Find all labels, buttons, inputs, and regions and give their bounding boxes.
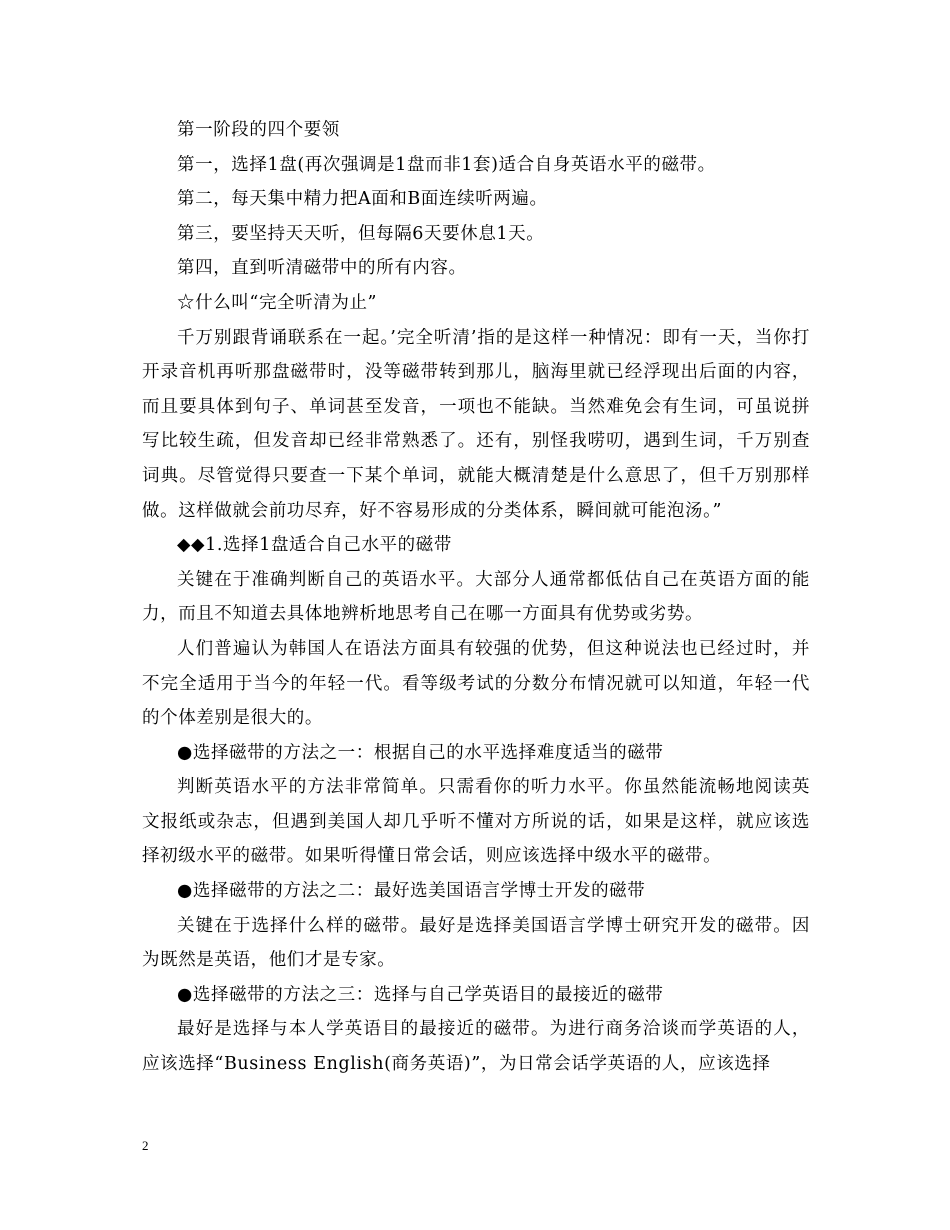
list-item: 第三，要坚持天天听，但每隔6天要休息1天。 bbox=[177, 223, 545, 244]
subheading: ◆◆1.选择1盘适合自己水平的磁带 bbox=[177, 535, 452, 556]
paragraph: 人们普遍认为韩国人在语法方面具有较强的优势，但这种说法也已经过时，并不完全适用于当今的年轻一代。看等级考试的分数分布情况就可以知道，年轻一代的个体差别是很大的。 bbox=[142, 638, 810, 729]
paragraph: 关键在于准确判断自己的英语水平。大部分人通常都低估自己在英语方面的能力，而且不知道去具体地辨析地思考自己在哪一方面具有优势或劣势。 bbox=[142, 569, 810, 625]
paragraph: 千万别跟背诵联系在一起。’完全听清’指的是这样一种情况：即有一天，当你打开录音机再听那盘磁带时，没等磁带转到那儿，脑海里就已经浮现出后面的内容，而且要具体到句子、单词甚至发音，一项也不能缺。当然难免会有生词，可虽说拼写比较生疏，但发音却已经非常熟悉了。还有，别怪我唠叨，遇到生词，千万别查词典。尽管觉得只要查一下某个单词，就能大概清楚是什么意思了，但千万别那样做。这样做就会前功尽弃，好不容易形成的分类体系，瞬间就可能泡汤。” bbox=[142, 327, 810, 521]
paragraph: 最好是选择与本人学英语目的最接近的磁带。为进行商务洽谈而学英语的人，应该选择“Business English(商务英语)”，为日常会话学英语的人，应该选择 bbox=[142, 1019, 810, 1075]
paragraph: 判断英语水平的方法非常简单。只需看你的听力水平。你虽然能流畅地阅读英文报纸或杂志，但遇到美国人却几乎听不懂对方所说的话，如果是这样，就应该选择初级水平的磁带。如果听得懂日常会话，则应该选择中级水平的磁带。 bbox=[142, 777, 810, 867]
body-text bbox=[142, 113, 810, 1082]
page-number: 2 bbox=[142, 1138, 149, 1153]
list-item: 第二，每天集中精力把A面和B面连续听两遍。 bbox=[177, 189, 548, 210]
subheading: ☆什么叫“完全听清为止” bbox=[177, 292, 378, 313]
subheading: ●选择磁带的方法之二：最好选美国语言学博士开发的磁带 bbox=[177, 881, 646, 902]
paragraph: 关键在于选择什么样的磁带。最好是选择美国语言学博士研究开发的磁带。因为既然是英语，他们才是专家。 bbox=[142, 915, 810, 971]
section-heading: 第一阶段的四个要领 bbox=[177, 120, 340, 140]
subheading: ●选择磁带的方法之一：根据自己的水平选择难度适当的磁带 bbox=[177, 742, 664, 763]
subheading: ●选择磁带的方法之三：选择与自己学英语目的最接近的磁带 bbox=[177, 984, 664, 1005]
list-item: 第四，直到听清磁带中的所有内容。 bbox=[177, 258, 467, 279]
list-item: 第一，选择1盘(再次强调是1盘而非1套)适合自身英语水平的磁带。 bbox=[177, 154, 716, 175]
